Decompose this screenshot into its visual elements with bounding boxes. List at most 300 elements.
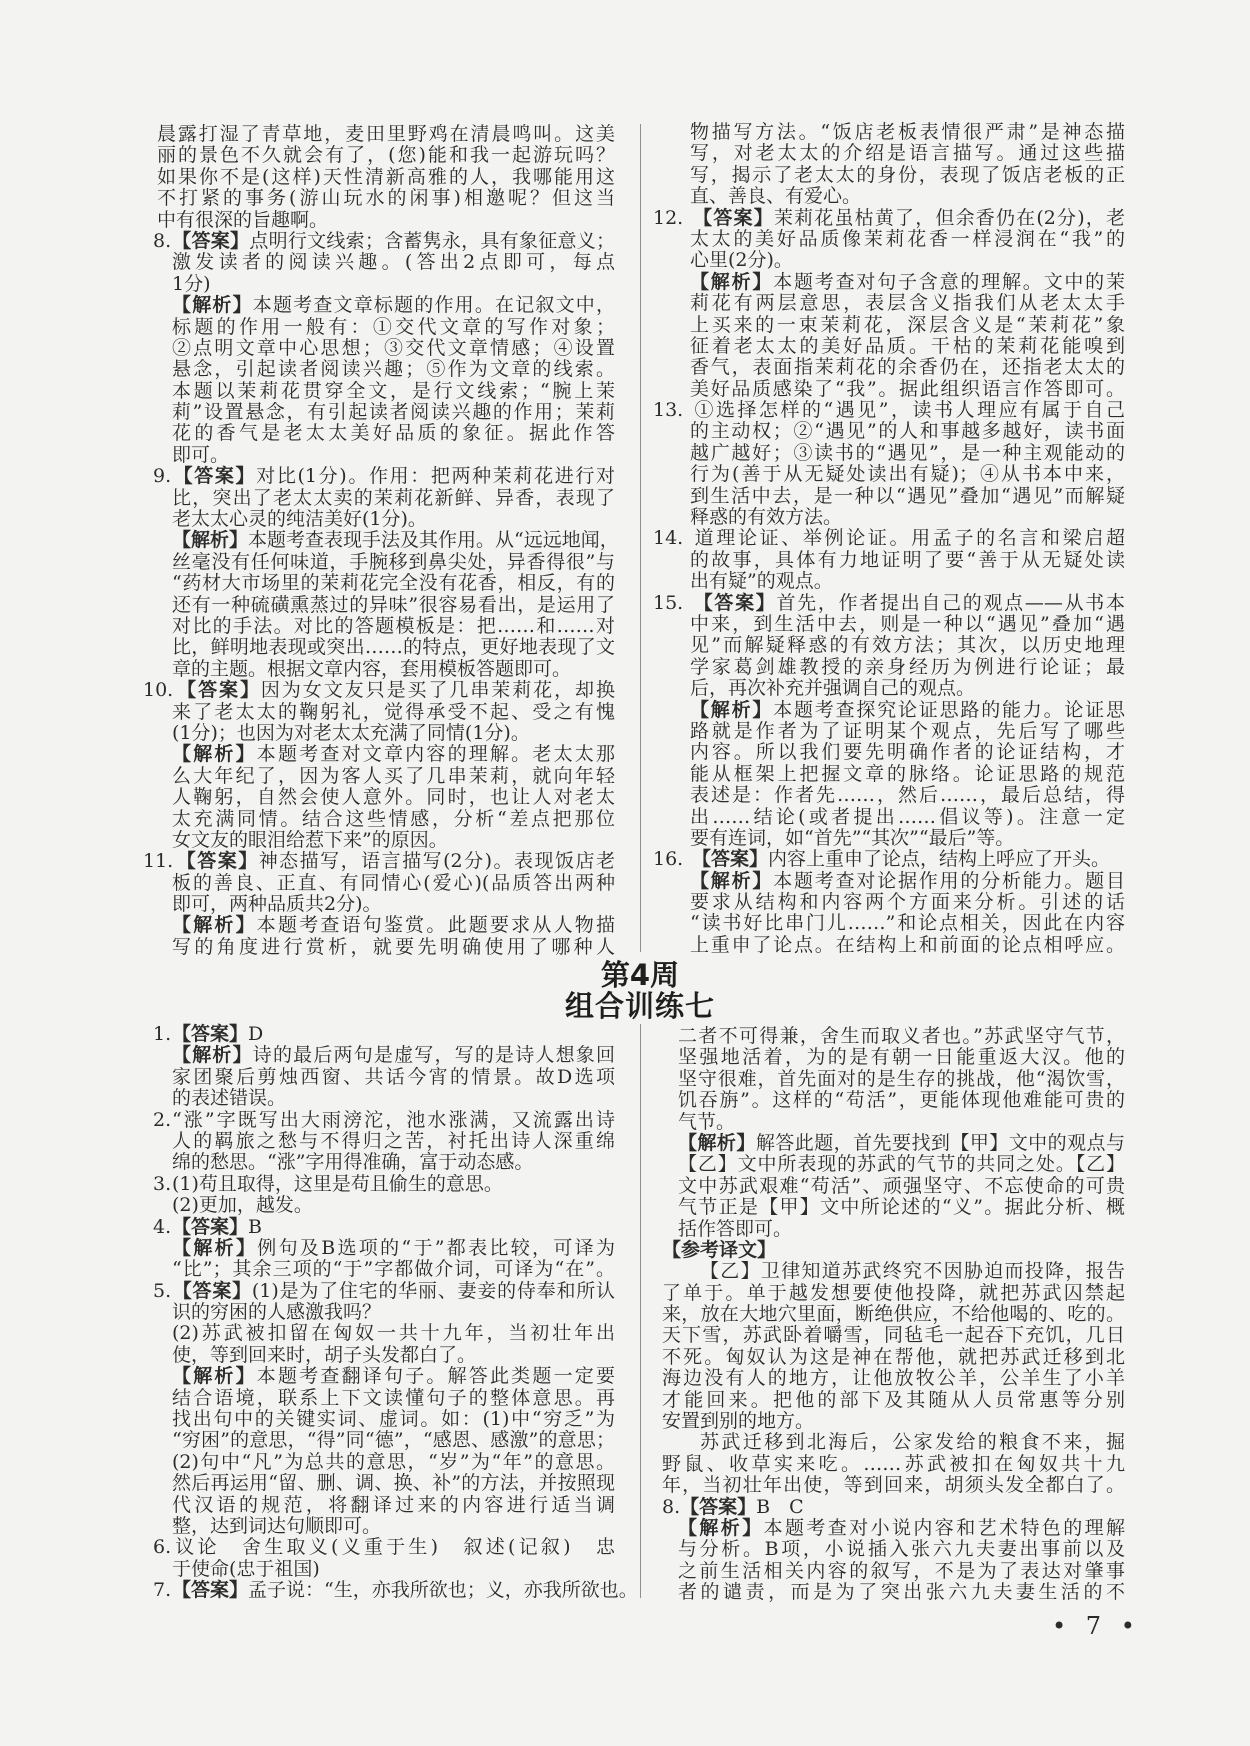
line-text: 标题的作用一般有：①交代文章的写作对象；	[172, 315, 615, 338]
line-text: 找出句中的关键实词、虚词。如：(1)中“穷乏”为	[172, 1408, 615, 1431]
text-line	[153, 1388, 615, 1409]
line-text: 内容上重申了论点，结构上呼应了开头。	[768, 848, 1111, 871]
text-line	[662, 1561, 1125, 1582]
line-text: 香气，表面指茉莉花的余香仍在，还指老太太的	[690, 356, 1125, 379]
column-divider	[640, 124, 641, 952]
text-line	[153, 723, 615, 744]
text-line	[153, 702, 615, 723]
text-line	[153, 894, 615, 915]
line-text: (2)更加，越发。	[172, 1194, 313, 1217]
text-line	[153, 915, 615, 936]
line-text: 要求从结构和内容两个方面来分析。引述的话	[690, 891, 1125, 914]
line-text: 诗的最后两句是虚写，写的是诗人想象回	[252, 1044, 615, 1067]
line-text: 比，鲜明地表现或突出……的特点，更好地表现了文	[172, 636, 615, 659]
line-text: 莉”设置悬念，有引起读者阅读兴趣的作用；茉莉	[172, 401, 615, 424]
line-text: (1)苟且取得，这里是苟且偷生的意思。	[172, 1172, 503, 1195]
answer-label: 【解析】	[678, 1516, 764, 1539]
text-line	[662, 1261, 1125, 1282]
line-text: 本题以茉莉花贯穿全文，是行文线索；“腕上茉	[172, 379, 615, 402]
text-line	[153, 1281, 615, 1302]
line-text: 了单于。单于越发想要使他投降，就把苏武囚禁起	[662, 1281, 1125, 1304]
lower-right-column	[662, 1026, 1125, 1604]
line-text: 茉莉花虽枯黄了，但余香仍在(2分)，老	[773, 206, 1125, 229]
line-text: 太充满同情。结合这些情感，分析“差点把那位	[172, 807, 615, 830]
text-line	[663, 828, 1125, 849]
text-line	[653, 591, 1125, 614]
text-line	[663, 807, 1125, 828]
line-text: 学家葛剑雄教授的亲身经历为例进行论证；最	[690, 655, 1125, 678]
text-line	[153, 744, 615, 765]
line-text: 对比的手法。对比的答题模板是：把……和……对	[172, 614, 615, 637]
text-line	[663, 721, 1125, 742]
question-number: 15.	[653, 591, 684, 614]
text-line	[153, 381, 615, 402]
answer-label: 【解析】	[172, 1044, 253, 1067]
line-text: 上重申了论点。在结构上和前面的论点相呼应。	[690, 933, 1125, 956]
line-text: D	[248, 1023, 264, 1045]
line-text: 点明行文线索；含蓄隽永，具有象征意义；	[249, 229, 615, 252]
section-title-heading: 组合训练七	[564, 989, 715, 1023]
line-text: “穷困”的意思，“得”同“德”，“感恩、感激”的意思；	[172, 1429, 615, 1452]
text-line	[153, 509, 615, 530]
text-line	[153, 830, 615, 851]
line-text: 【乙】文中所表现的苏武的气节的共同之处。【乙】	[678, 1153, 1125, 1176]
text-line	[663, 550, 1125, 571]
line-text: 激发读者的阅读兴趣。(答出2点即可，每点	[172, 251, 615, 274]
answer-label: 【答案】	[172, 1023, 249, 1045]
answer-label: 【解析】	[690, 869, 774, 892]
line-text: 例句及B选项的“于”都表比较，可译为	[257, 1236, 615, 1259]
text-line	[153, 466, 615, 487]
line-text: 【参考译文】	[662, 1238, 777, 1261]
text-line	[153, 766, 615, 787]
line-text: 到生活中去，是一种以“遇见”叠加“遇见”而解疑	[690, 484, 1125, 507]
answer-label: 【答案】	[692, 848, 769, 871]
answer-analysis	[153, 1366, 615, 1537]
line-text: 表述是：作者先……，然后……，最后总结，得	[690, 784, 1125, 807]
line-text: 不死。匈奴认为这是神在帮他，就把苏武迁移到北	[662, 1345, 1125, 1368]
line-text: 出……结论(或者提出……倡议等)。注意一定	[690, 805, 1125, 828]
line-text: 【乙】卫律知道苏武终究不因胁迫而投降，报告	[700, 1260, 1125, 1283]
answer-item	[662, 1497, 1125, 1518]
text-line	[153, 1259, 615, 1280]
line-text: 坚守很难，首先面对的是生存的挑战，他“渴饮雪，	[678, 1067, 1125, 1090]
line-text: (2)句中“凡”为总共的意思，“岁”为“年”的意思。	[172, 1450, 615, 1473]
line-text: 太太的美好品质像茉莉花香一样浸润在“我”的	[690, 227, 1125, 250]
question-number: 11.	[143, 850, 174, 873]
line-text: 绵的愁思。“涨”字用得准确，富于动态感。	[172, 1151, 534, 1174]
question-number: 8.	[153, 229, 172, 252]
text-line	[153, 1302, 615, 1323]
text-line	[663, 379, 1125, 400]
line-text: 写，揭示了老太太的身份，表现了饭店老板的正	[690, 163, 1125, 186]
text-line	[662, 1112, 1125, 1133]
line-text: 之前生活相关内容的叙写，不是为了表达对肇事	[678, 1559, 1125, 1582]
text-line	[663, 871, 1125, 892]
answer-item	[653, 527, 1125, 593]
text-line	[662, 1432, 1125, 1453]
text-line	[662, 1069, 1125, 1090]
line-text: 路就是作者为了证明某个观点，先后写了哪些	[690, 719, 1125, 742]
text-line	[153, 423, 615, 444]
line-text: 天下雪，苏武卧着嚼雪，同毡毛一起吞下充饥，几日	[662, 1324, 1125, 1347]
line-text: “涨”字既写出大雨滂沱，池水涨满，又流露出诗	[172, 1108, 615, 1131]
text-line	[153, 1024, 615, 1045]
text-line	[663, 186, 1125, 207]
line-text: 不打紧的事务(游山玩水的闲事)相邀呢？但这当	[157, 187, 615, 210]
line-text: 写，对老太太的介绍是语言描写。通过这些描	[690, 142, 1125, 165]
text-line	[662, 1047, 1125, 1068]
text-line	[153, 809, 615, 830]
line-text: 海边没有人的地方，让他放牧公羊，公羊生了小羊	[662, 1367, 1125, 1390]
answer-item	[653, 399, 1125, 529]
line-text: 括作答即可。	[678, 1217, 793, 1240]
upper-right-column	[653, 121, 1125, 956]
line-text: 本题考查对句子含意的理解。文中的茉	[773, 270, 1125, 293]
question-number: 9.	[153, 465, 172, 488]
answer-label: 【解析】	[678, 1131, 756, 1154]
text-line	[663, 700, 1125, 721]
line-text: 本题考查翻译句子。解答此类题一定要	[256, 1365, 615, 1388]
text-line	[153, 1045, 615, 1066]
line-text: 的故事，具体有力地证明了要“善于从无疑处读	[690, 548, 1125, 571]
line-text: 莉花有两层意思，表层含义指我们从老太太手	[690, 292, 1125, 315]
text-line	[662, 1283, 1125, 1304]
text-line	[153, 1579, 638, 1602]
answer-item	[153, 1217, 615, 1238]
text-line	[663, 229, 1125, 250]
text-line	[153, 1195, 615, 1216]
text-block	[662, 1432, 1125, 1496]
text-block	[662, 1026, 1125, 1133]
line-text: “读书好比串门儿……”和论点相关，因此在内容	[690, 912, 1125, 935]
text-line	[153, 1152, 615, 1173]
text-line	[153, 402, 615, 423]
answer-label: 【答案】	[175, 679, 261, 702]
line-text: 本题考查语句鉴赏。此题要求从人物描	[256, 914, 615, 937]
line-text: 还有一种硫磺熏蒸过的异味”很容易看出，是运用了	[172, 593, 615, 616]
text-line	[662, 1197, 1125, 1218]
answer-item	[653, 591, 1125, 700]
line-text: 然后再运用“留、删、调、换、补”的方法，并按照现	[172, 1472, 615, 1495]
text-line	[662, 1475, 1125, 1496]
line-text: 首先，作者提出自己的观点——从书本	[776, 591, 1125, 614]
text-line	[153, 659, 615, 680]
text-line	[662, 1497, 1125, 1518]
answer-item	[153, 1174, 615, 1195]
text-line	[153, 873, 615, 894]
text-line	[153, 338, 615, 359]
text-line	[153, 573, 615, 594]
line-text: 使，等到回来时，胡子头发都白了。	[172, 1343, 477, 1366]
answer-label: 【答案】	[680, 1495, 757, 1518]
line-text: 对比(1分)。作用：把两种茉莉花进行对	[256, 465, 615, 488]
text-line	[662, 1368, 1125, 1389]
line-text: 即可。	[172, 443, 230, 466]
text-line	[663, 764, 1125, 785]
text-line	[662, 1518, 1125, 1539]
line-text: 越广越好；③读书的“遇见”，是一种主观能动的	[690, 441, 1125, 464]
answer-item	[153, 466, 615, 530]
answer-item	[153, 1537, 615, 1580]
text-line	[153, 1452, 615, 1473]
text-line	[153, 1495, 615, 1516]
text-line	[662, 1539, 1125, 1560]
text-line	[663, 486, 1125, 507]
line-text: 要有连词，如“首先”“其次”“最后”等。	[690, 826, 1015, 849]
answer-label: 【解析】	[172, 1365, 257, 1388]
line-text: 悬念，引起读者阅读兴趣；⑤作为文章的线索。	[172, 358, 615, 381]
text-line	[153, 637, 615, 658]
line-text: 坚强地活着，为的是有朝一日能重返大汉。他的	[678, 1046, 1125, 1069]
line-text: 本题考查对小说内容和艺术特色的理解	[763, 1516, 1125, 1539]
line-text: 孟子说：“生，亦我所欲也；义，亦我所欲也。	[248, 1579, 638, 1602]
text-line	[653, 399, 1125, 422]
answer-item	[653, 206, 1125, 272]
line-text: “药材大市场里的茉莉花完全没有花香，相反，有的	[172, 572, 615, 595]
line-text: 解答此题，首先要找到【甲】文中的观点与	[755, 1131, 1125, 1154]
text-line	[153, 1174, 615, 1195]
text-line	[663, 892, 1125, 913]
answer-item	[153, 1024, 615, 1045]
answer-item	[153, 1281, 615, 1324]
question-number: 13.	[653, 399, 684, 422]
line-text: 人鞠躬，自然会使人意外。同时，也让人对老太	[172, 786, 615, 809]
text-line	[663, 357, 1125, 378]
line-text: 野鼠、收草实来吃。……苏武被扣在匈奴共十九	[662, 1452, 1125, 1475]
line-text: 安置到别的地方。	[662, 1410, 815, 1433]
text-line	[663, 122, 1125, 143]
question-number: 3.	[153, 1172, 172, 1195]
text-line	[153, 167, 615, 188]
text-line	[153, 274, 615, 295]
text-line	[153, 787, 615, 808]
line-text: 么大年纪了，因为客人买了几串茉莉，就向年轻	[172, 764, 615, 787]
lower-left-column	[153, 1023, 638, 1602]
question-number: 16.	[653, 848, 684, 871]
text-line	[662, 1454, 1125, 1475]
text-line	[153, 1409, 615, 1430]
text-line	[662, 1390, 1125, 1411]
line-text: 来，放在大地穴里面，断绝供应，不给他喝的、吃的。	[662, 1303, 1125, 1326]
line-text: 老太太心灵的纯洁美好(1分)。	[172, 508, 427, 531]
line-text: 道理论证、举例论证。用孟子的名言和梁启超	[692, 527, 1125, 550]
question-number: 2.	[153, 1108, 172, 1131]
answer-label: 【答案】	[172, 1215, 249, 1238]
line-text: 识的穷困的人感激我吗？	[172, 1301, 382, 1324]
text-line	[663, 614, 1125, 635]
answer-label: 【答案】	[692, 206, 774, 229]
text-line	[663, 678, 1125, 699]
text-line	[153, 1323, 615, 1344]
line-text: 征着老太太的美好品质。干枯的茉莉花能嗅到	[690, 334, 1125, 357]
answer-label: 【解析】	[690, 270, 774, 293]
text-line	[662, 1325, 1125, 1346]
line-text: B	[248, 1215, 262, 1238]
answer-analysis	[662, 1133, 1125, 1240]
text-line	[153, 188, 615, 209]
line-text: 1分)	[172, 272, 211, 295]
line-text: 上买来的一束茉莉花，深层含义是“茉莉花”象	[690, 313, 1125, 336]
question-number: 5.	[153, 1279, 172, 1302]
line-text: 代汉语的规范，将翻译过来的内容进行适当调	[172, 1493, 615, 1516]
line-text: B C	[756, 1495, 804, 1518]
answer-label: 【答案】	[172, 1579, 249, 1602]
text-line	[153, 317, 615, 338]
answer-analysis	[153, 295, 615, 466]
text-line	[663, 443, 1125, 464]
answer-label: 【答案】	[692, 591, 777, 614]
text-line	[153, 1537, 615, 1558]
text-line	[663, 250, 1125, 271]
text-line	[153, 1516, 615, 1537]
line-text: 即可，两种品质共2分)。	[172, 893, 382, 916]
line-text: 丝毫没有任何味道，手腕移到鼻尖处，异香得很”与	[172, 550, 615, 573]
line-text: 行为(善于从无疑处读出有疑)；④从书本中来，	[690, 463, 1125, 486]
line-text: 才能回来。把他的部下及其随从人员常惠等分别	[662, 1388, 1125, 1411]
text-line	[662, 1176, 1125, 1197]
answer-analysis	[153, 1323, 615, 1366]
line-text: 苏武迁移到北海后，公家发给的粮食不来，掘	[700, 1431, 1125, 1454]
question-number: 4.	[153, 1215, 172, 1238]
text-block	[663, 122, 1125, 208]
text-line	[663, 571, 1125, 592]
text-line	[143, 679, 615, 702]
page-number-value: 7	[1085, 1612, 1108, 1640]
line-text: 二者不可得兼，舍生而取义者也。”苏武坚守气节，	[678, 1025, 1125, 1047]
text-line	[663, 635, 1125, 656]
line-text: 后，再次补充并强调自己的观点。	[690, 677, 976, 700]
answer-item	[153, 231, 615, 295]
text-line	[662, 1411, 1125, 1432]
line-text: 如果你不是(这样)天性清新高雅的人，我哪能用这	[157, 165, 615, 188]
answer-label: 【解析】	[690, 698, 774, 721]
text-line	[663, 336, 1125, 357]
text-line	[153, 1131, 615, 1152]
line-text: 美好品质感染了“我”。据此组织语言作答即可。	[690, 377, 1125, 400]
line-text: 写的角度进行赏析，就要先明确使用了哪种人	[172, 935, 615, 958]
text-block	[662, 1261, 1125, 1432]
question-number: 7.	[153, 1579, 172, 1602]
line-text: 文中苏武艰难“苟活”、顽强坚守、不忘使命的可贵	[678, 1174, 1125, 1197]
text-line	[663, 785, 1125, 806]
line-text: 比，突出了老太太卖的茉莉花新鲜、异香，表现了	[172, 486, 615, 509]
answer-analysis	[663, 871, 1125, 957]
text-line	[663, 293, 1125, 314]
line-text: 本题考查对论据作用的分析能力。题目	[773, 869, 1125, 892]
line-text: 中有很深的旨趣啊。	[157, 208, 329, 231]
line-text: 结合语境，联系上下文读懂句子的整体意思。再	[172, 1386, 615, 1409]
text-line	[663, 165, 1125, 186]
text-line	[153, 359, 615, 380]
page-number	[1052, 1612, 1141, 1640]
text-line	[153, 552, 615, 573]
line-text: (1)是为了住宅的华丽、妻妾的侍奉和所认	[251, 1279, 615, 1302]
text-line	[153, 595, 615, 616]
question-number: 12.	[653, 206, 684, 229]
line-text: 整，达到词达句顺即可。	[172, 1514, 382, 1537]
answer-label: 【答案】	[172, 229, 250, 252]
question-number: 6.	[153, 1536, 172, 1559]
answer-analysis	[153, 1238, 615, 1281]
text-line	[153, 1366, 615, 1387]
column-divider	[640, 1024, 641, 1598]
text-line	[663, 421, 1125, 442]
answer-analysis	[153, 529, 619, 680]
text-line	[663, 315, 1125, 336]
text-line	[153, 124, 615, 145]
text-line	[663, 464, 1125, 485]
answer-item	[153, 1110, 615, 1174]
line-text: 花的香气是老太太美好品质的象征。据此作答	[172, 422, 615, 445]
line-text: 女文友的眼泪给惹下来”的原因。	[172, 828, 448, 851]
answer-analysis	[153, 744, 615, 851]
text-line	[662, 1582, 1125, 1603]
text-line	[153, 252, 615, 273]
question-number: 14.	[653, 527, 684, 550]
text-line	[663, 507, 1125, 528]
text-line	[153, 1088, 615, 1109]
line-text: 来了老太太的鞠躬礼，觉得承受不起、受之有愧	[172, 700, 615, 723]
answer-analysis	[153, 915, 615, 958]
reference-translation-heading	[662, 1240, 1125, 1261]
question-number: 8.	[662, 1495, 681, 1518]
answer-item	[143, 850, 615, 916]
text-line	[153, 1430, 615, 1451]
line-text: 与分析。B项，小说插入张六九夫妻出事前以及	[678, 1538, 1125, 1561]
text-line	[153, 1067, 615, 1088]
line-text: 能从框架上把握文章的脉络。论证思路的规范	[690, 762, 1125, 785]
line-text: 见”而解疑释惑的有效方法；其次，以历史地理	[690, 634, 1125, 657]
line-text: 气节。	[678, 1110, 736, 1133]
answer-label: 【解析】	[172, 743, 257, 766]
line-text: 家团聚后剪烛西窗、共话今宵的情景。故D选项	[172, 1065, 615, 1088]
text-line	[653, 848, 1125, 871]
answer-analysis	[663, 700, 1125, 850]
answer-label: 【解析】	[172, 1236, 258, 1259]
text-line	[653, 206, 1125, 229]
answer-label: 【解析】	[172, 914, 257, 937]
upper-left-column	[143, 123, 619, 958]
text-line	[153, 616, 615, 637]
text-line	[662, 1240, 1125, 1261]
text-line	[663, 272, 1125, 293]
text-line	[663, 742, 1125, 763]
line-text: 者的谴责，而是为了突出张六九夫妻生活的不	[678, 1581, 1125, 1604]
text-line	[153, 295, 615, 316]
answer-analysis	[153, 1045, 615, 1109]
line-text: 的主动权；②“遇见”的人和事越多越好，读书面	[690, 420, 1125, 443]
line-text: 本题考查对文章内容的理解。老太太那	[256, 743, 615, 766]
line-text: 心里(2分)。	[690, 249, 793, 272]
text-line	[662, 1154, 1125, 1175]
text-line	[143, 850, 615, 873]
text-line	[153, 1473, 615, 1494]
line-text: 饥吞旃”。这样的“苟活”，更能体现他难能可贵的	[678, 1089, 1125, 1112]
question-number: 10.	[143, 679, 174, 702]
line-text: 释惑的有效方法。	[690, 506, 843, 529]
line-text: ①选择怎样的“遇见”，读书人理应有属于自己	[692, 399, 1125, 422]
text-line	[153, 210, 615, 231]
text-line	[153, 445, 615, 466]
answer-label: 【答案】	[175, 850, 259, 873]
line-text: (1分)；也因为对老太太充满了同情(1分)。	[172, 721, 530, 744]
line-text: 物描写方法。“饭店老板表情很严肃”是神态描	[690, 121, 1125, 143]
question-number: 1.	[153, 1023, 172, 1045]
line-text: 本题考查表现手法及其作用。从“远远地闻，	[248, 529, 619, 552]
line-text: 因为女文友只是买了几串茉莉花，却换	[260, 679, 615, 702]
answer-label: 【解析】	[172, 294, 253, 317]
